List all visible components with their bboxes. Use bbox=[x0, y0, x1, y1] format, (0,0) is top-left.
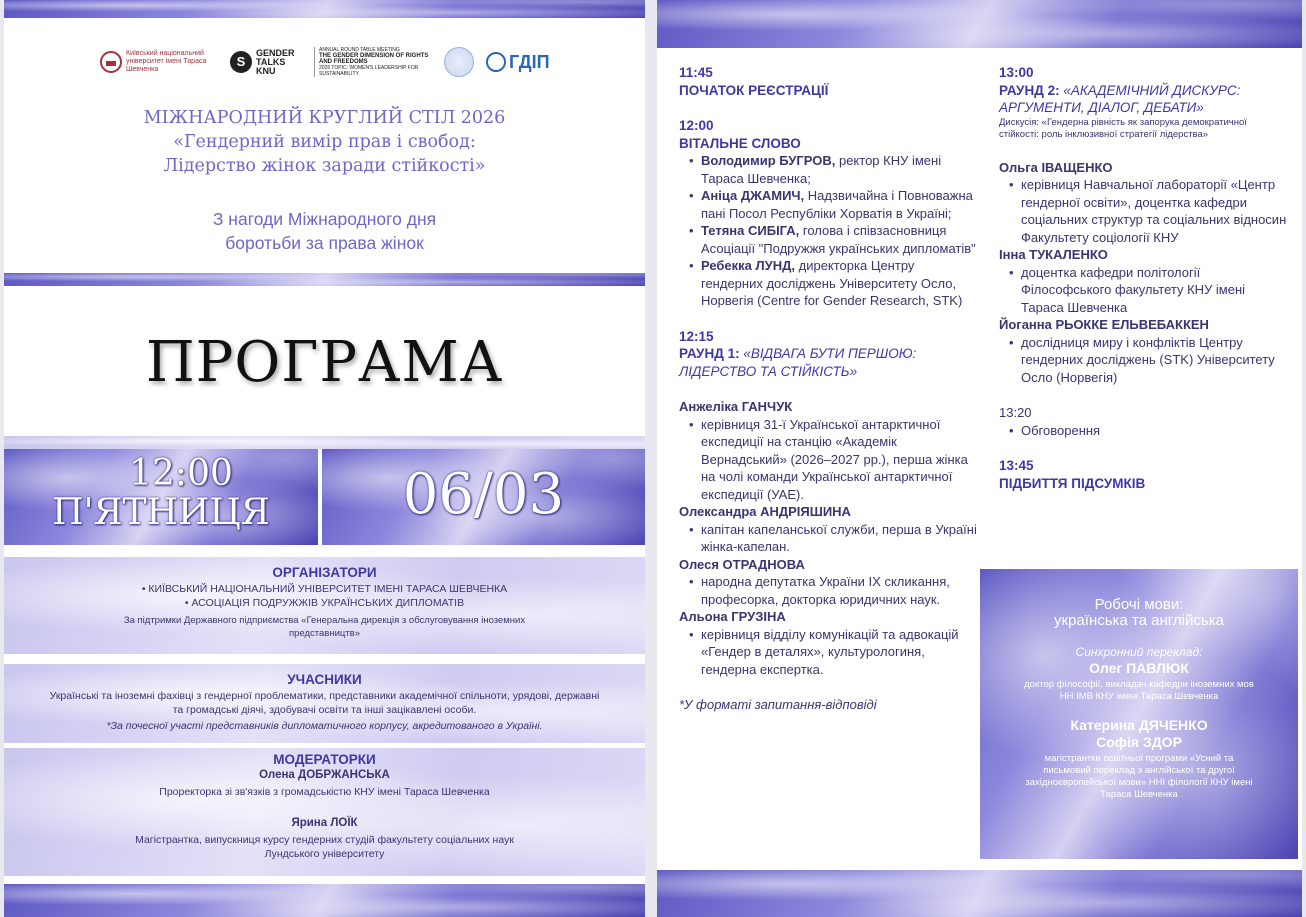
panelist-name: Інна ТУКАЛЕНКО bbox=[999, 247, 1108, 262]
event-time: 12:00 bbox=[129, 453, 233, 494]
gdip-logo bbox=[486, 52, 550, 73]
qa-format-note: *У форматі запитання-відповіді bbox=[679, 697, 877, 712]
speaker-item bbox=[689, 152, 979, 187]
participants-text: Українські та іноземні фахівці з гендерної проблематики, представники академічної спільноти, урядові, державні та громадські діячі, здобувачі освіти та інші зацікавлені особи. bbox=[49, 690, 600, 716]
organizer-item: • АСОЦІАЦІЯ ПОДРУЖЖІВ УКРАЇНСЬКИХ ДИПЛОМАТІВ bbox=[4, 596, 645, 610]
organizer-item: • КИЇВСЬКИЙ НАЦІОНАЛЬНИЙ УНІВЕРСИТЕТ ІМЕНІ ТАРАСА ШЕВЧЕНКА bbox=[4, 582, 645, 596]
gender-dimension-logo bbox=[314, 47, 432, 77]
gender-dimension-line1: ANNUAL ROUND TABLE MEETING bbox=[319, 47, 400, 53]
panelist-name: Йоганна РЬОККЕ ЕЛЬВЕБАККЕН bbox=[999, 317, 1209, 332]
schedule-time: 13:45 bbox=[999, 458, 1034, 473]
association-emblem-icon bbox=[444, 47, 474, 77]
speaker-name: Володимир БУГРОВ, bbox=[701, 153, 836, 168]
gender-dimension-line2: THE GENDER DIMENSION OF RIGHTS AND FREEDOMS bbox=[319, 53, 429, 65]
moderators-section bbox=[4, 748, 645, 876]
panelist-name: Анжеліка ГАНЧУК bbox=[679, 399, 793, 414]
participants-section bbox=[4, 664, 645, 743]
logo-row bbox=[100, 44, 550, 80]
date-box bbox=[322, 449, 645, 545]
panelist-role: • доцентка кафедри політології Філософського факультету КНУ імені Тараса Шевченка bbox=[1009, 264, 1289, 317]
schedule-right-column bbox=[999, 64, 1289, 492]
gender-dimension-line3: 2026 TOPIC: WOMEN'S LEADERSHIP FOR SUSTAINABILITY bbox=[319, 65, 419, 77]
date-top-band bbox=[4, 436, 645, 449]
panelist-role: • капітан капеланської служби, перша в Україні жінка-капелан. bbox=[689, 521, 979, 556]
schedule-time: 13:20 bbox=[999, 405, 1032, 420]
translator-name: Олег ПАВЛЮК bbox=[1089, 660, 1189, 676]
organizers-section bbox=[4, 557, 645, 654]
speaker-role: директорка Центру гендерних досліджень Університету Осло, Норвегія (Centre for Gender Research, STK) bbox=[701, 258, 963, 308]
schedule-time: 11:45 bbox=[679, 65, 713, 80]
panelist-name: Олександра АНДРІЯШИНА bbox=[679, 504, 851, 519]
speaker-name: Ребекка ЛУНД, bbox=[701, 258, 795, 273]
round1-topic: «ВІДВАГА БУТИ ПЕРШОЮ: ЛІДЕРСТВО ТА СТІЙКІСТЬ» bbox=[679, 346, 917, 379]
moderators-heading: МОДЕРАТОРКИ bbox=[273, 752, 376, 767]
translator-description: магістрантки освітньої програми «Усний та письмовий переклад з англійської та другої західноєвропейської мови» ННІ філології КНУ імені Тараса Шевченка bbox=[1025, 753, 1253, 800]
knu-emblem-icon bbox=[100, 51, 122, 73]
gender-talks-text: GENDER TALKS KNU bbox=[256, 47, 295, 76]
translator-name: Катерина ДЯЧЕНКО bbox=[1070, 717, 1208, 733]
panelist-role: • керівниця 31-ї Української антарктичної експедиції на станцію «Академік Вернадський» (2026–2027 рр.), перша жінка на чолі команди Української антарктичної експедиції (УАЕ). bbox=[689, 416, 979, 504]
panelist-name: Ольга ІВАЩЕНКО bbox=[999, 159, 1113, 175]
panelist-role-list bbox=[999, 264, 1289, 317]
moderator-role: Лундського університету bbox=[264, 848, 385, 860]
right-page bbox=[657, 0, 1302, 917]
sync-translation-label: Синхронний переклад: bbox=[1075, 645, 1203, 659]
event-title-line3: Лідерство жінок заради стійкості» bbox=[163, 156, 486, 176]
gender-talks-logo bbox=[230, 49, 302, 76]
event-title-line2: «Гендерний вимір прав і свобод: bbox=[173, 132, 476, 152]
panelist-role: • керівниця Навчальної лабораторії «Центр гендерної освіти», доцентка кафедри соціальних структур та соціальних відносин Факультету соціології КНУ bbox=[1009, 176, 1289, 246]
panelist-name: Олеся ОТРАДНОВА bbox=[679, 556, 805, 572]
speaker-name: Тетяна СИБІГА, bbox=[701, 223, 800, 238]
moderator-role: Проректорка зі зв'язків з громадськістю КНУ імені Тараса Шевченка bbox=[159, 786, 490, 798]
program-heading: ПРОГРАМА bbox=[145, 330, 504, 395]
event-date: 06/03 bbox=[402, 462, 565, 527]
moderator-name: Олена ДОБРЖАНСЬКА bbox=[259, 769, 390, 781]
panelist-role-list bbox=[679, 626, 979, 679]
organizers-heading: ОРГАНІЗАТОРИ bbox=[272, 565, 377, 580]
summary-title: ПІДБИТТЯ ПІДСУМКІВ bbox=[999, 475, 1146, 491]
languages-list: українська та англійська bbox=[1054, 612, 1224, 629]
participants-heading: УЧАСНИКИ bbox=[287, 672, 362, 687]
panelist-role: • народна депутатка України IX скликання, професорка, докторка юридичних наук. bbox=[689, 573, 979, 608]
event-title bbox=[4, 106, 645, 178]
speaker-role: голова і співзасновниця Асоціації "Подружжя українських дипломатів" bbox=[701, 223, 976, 256]
moderator-role: Магістрантка, випускниця курсу гендерних студій факультету соціальних наук bbox=[135, 834, 514, 846]
knu-logo bbox=[100, 50, 218, 74]
left-page bbox=[4, 0, 645, 917]
bottom-decor-band bbox=[657, 870, 1302, 917]
mid-decor-band bbox=[4, 273, 645, 286]
event-subtitle-line1: З нагоди Міжнародного дня bbox=[212, 209, 437, 229]
speaker-name: Аніца ДЖАМИЧ, bbox=[701, 188, 805, 203]
schedule-time: 12:15 bbox=[679, 328, 714, 344]
gdip-globe-icon bbox=[486, 52, 506, 72]
panelist-role-list bbox=[679, 521, 979, 556]
discussion-item: • Обговорення bbox=[1009, 422, 1289, 440]
moderator-name: Ярина ЛОЇК bbox=[291, 817, 358, 829]
panelist-name: Альона ГРУЗІНА bbox=[679, 609, 786, 624]
round1-title bbox=[679, 345, 979, 380]
organizers-list bbox=[4, 582, 645, 610]
speaker-role: Надзвичайна і Повноважна пані Посол Республіки Хорватія в Україні; bbox=[701, 188, 973, 221]
event-subtitle bbox=[4, 207, 645, 255]
speaker-item bbox=[689, 187, 979, 222]
panelist-role: • керівниця відділу комунікацій та адвокацій «Гендер в деталях», культурологиня, гендерна експертка. bbox=[689, 626, 979, 679]
speaker-item bbox=[689, 257, 979, 310]
registration-title: ПОЧАТОК РЕЄСТРАЦІЇ bbox=[679, 82, 829, 98]
organizers-support: За підтримки Державного підприємства «Генеральна дирекція з обслуговування іноземних представництв» bbox=[123, 615, 526, 639]
event-title-line1: МІЖНАРОДНИЙ КРУГЛИЙ СТІЛ 2026 bbox=[143, 108, 506, 128]
bottom-decor-band bbox=[4, 884, 645, 917]
discussion-list bbox=[999, 422, 1289, 440]
panelist-role-list bbox=[999, 334, 1289, 387]
schedule-time: 12:00 bbox=[679, 118, 714, 133]
panelist-role-list bbox=[679, 416, 979, 504]
participants-note: *За почесної участі представників дипломатичного корпусу, акредитованого в Україні. bbox=[106, 720, 543, 732]
schedule-left-column bbox=[679, 64, 979, 714]
welcome-title: ВІТАЛЬНЕ СЛОВО bbox=[679, 135, 801, 151]
gdip-logo-text: ГДІП bbox=[509, 51, 550, 72]
top-decor-band bbox=[4, 0, 645, 18]
gender-talks-icon: S bbox=[230, 51, 252, 73]
knu-logo-text: Київський національний університет імені Тараса Шевченка bbox=[126, 50, 207, 73]
panelist-role-list bbox=[679, 573, 979, 608]
discussion-topic: Дискусія: «Гендерна рівність як запорука демократичної стійкості: роль інклюзивної стратегії лідерства» bbox=[999, 116, 1247, 140]
top-decor-band bbox=[657, 0, 1302, 48]
languages-title: Робочі мови: bbox=[1094, 596, 1184, 613]
time-weekday-box bbox=[4, 449, 318, 545]
panelist-role: • дослідниця миру і конфліктів Центру гендерних досліджень (STK) Університету Осло (Норвегія) bbox=[1009, 334, 1289, 387]
panelist-role-list bbox=[999, 176, 1289, 246]
translator-name: Софія ЗДОР bbox=[1096, 734, 1182, 750]
round2-topic: «АКАДЕМІЧНИЙ ДИСКУРС: АРГУМЕНТИ, ДІАЛОГ, ДЕБАТИ» bbox=[999, 82, 1241, 115]
welcome-speakers-list bbox=[679, 152, 979, 310]
schedule-time: 13:00 bbox=[999, 65, 1034, 80]
round2-title bbox=[999, 82, 1289, 117]
translator-description: доктор філософії, викладач кафедри іноземних мов НН ІМВ КНУ імені Тараса Шевченка bbox=[1024, 679, 1254, 702]
event-weekday: П'ЯТНИЦЯ bbox=[52, 492, 270, 533]
event-subtitle-line2: боротьби за права жінок bbox=[225, 233, 424, 253]
speaker-item bbox=[689, 222, 979, 257]
round1-label: РАУНД 1: bbox=[679, 346, 744, 361]
round2-label: РАУНД 2: bbox=[999, 82, 1064, 98]
speaker-role: ректор КНУ імені Тараса Шевченка; bbox=[701, 153, 942, 186]
languages-panel bbox=[980, 569, 1298, 859]
